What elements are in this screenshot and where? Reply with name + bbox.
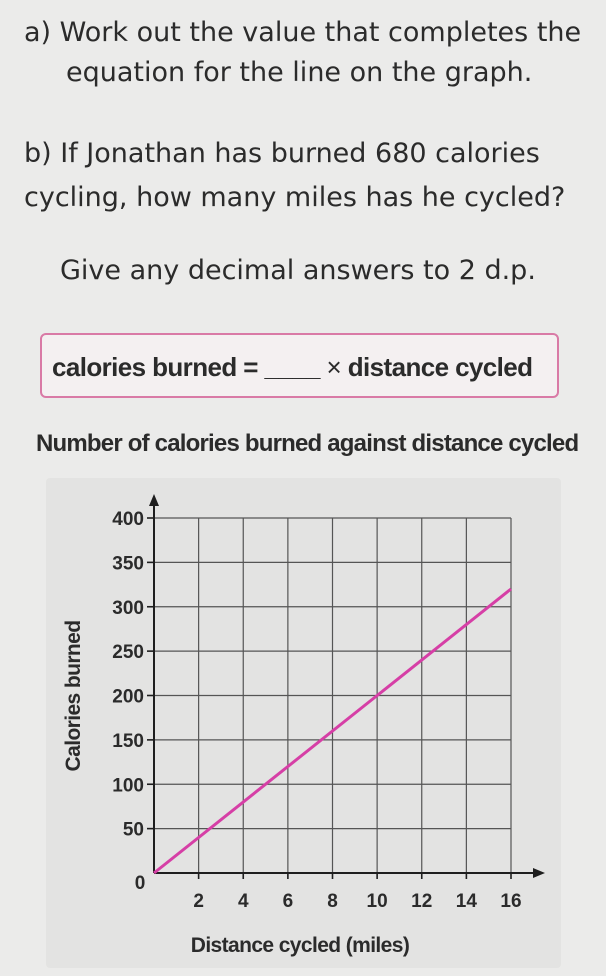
x-axis-label: Distance cycled (miles) bbox=[190, 934, 410, 957]
y-tick-label: 350 bbox=[112, 553, 144, 575]
y-tick-label: 300 bbox=[112, 597, 144, 619]
equation-blank: ____ bbox=[264, 352, 320, 382]
origin-label: 0 bbox=[134, 873, 146, 894]
x-tick-label: 4 bbox=[237, 891, 249, 912]
equation-box bbox=[40, 333, 559, 398]
x-tick-label: 8 bbox=[327, 891, 338, 912]
x-tick-label: 6 bbox=[282, 891, 294, 912]
y-axis-label: Calories burned bbox=[62, 620, 85, 772]
line-chart bbox=[46, 478, 561, 968]
x-tick-label: 12 bbox=[411, 891, 433, 912]
chart-title: Number of calories burned against distance cycled bbox=[36, 430, 579, 457]
y-tick-label: 100 bbox=[112, 775, 144, 797]
chart-grid bbox=[154, 518, 511, 873]
equation-rhs: distance cycled bbox=[347, 352, 533, 382]
equation-times: × bbox=[326, 352, 342, 382]
equation-text bbox=[52, 352, 532, 383]
instruction-text: Give any decimal answers to 2 d.p. bbox=[60, 255, 536, 286]
question-a-line-1: a) Work out the value that completes the bbox=[24, 17, 582, 48]
y-tick-label: 400 bbox=[112, 509, 144, 530]
y-tick-label: 200 bbox=[112, 686, 144, 708]
question-a-line-2: equation for the line on the graph. bbox=[66, 57, 533, 88]
question-b-line-1: b) If Jonathan has burned 680 calories bbox=[24, 138, 540, 169]
y-tick-label: 50 bbox=[122, 819, 144, 841]
x-tick-label: 2 bbox=[193, 891, 204, 912]
x-tick-label: 14 bbox=[455, 891, 477, 912]
x-tick-label: 16 bbox=[500, 891, 522, 912]
equation-equals: = bbox=[243, 352, 258, 382]
y-tick-label: 150 bbox=[112, 730, 144, 752]
x-axis-arrow bbox=[533, 868, 545, 878]
equation-lhs: calories burned bbox=[52, 352, 237, 382]
chart-axes bbox=[149, 494, 545, 878]
question-b-line-2: cycling, how many miles has he cycled? bbox=[24, 182, 566, 213]
chart-ticks bbox=[112, 509, 521, 912]
y-axis-arrow bbox=[149, 494, 159, 506]
y-tick-label: 250 bbox=[112, 642, 144, 664]
x-tick-label: 10 bbox=[366, 891, 388, 912]
chart-panel bbox=[46, 478, 561, 968]
